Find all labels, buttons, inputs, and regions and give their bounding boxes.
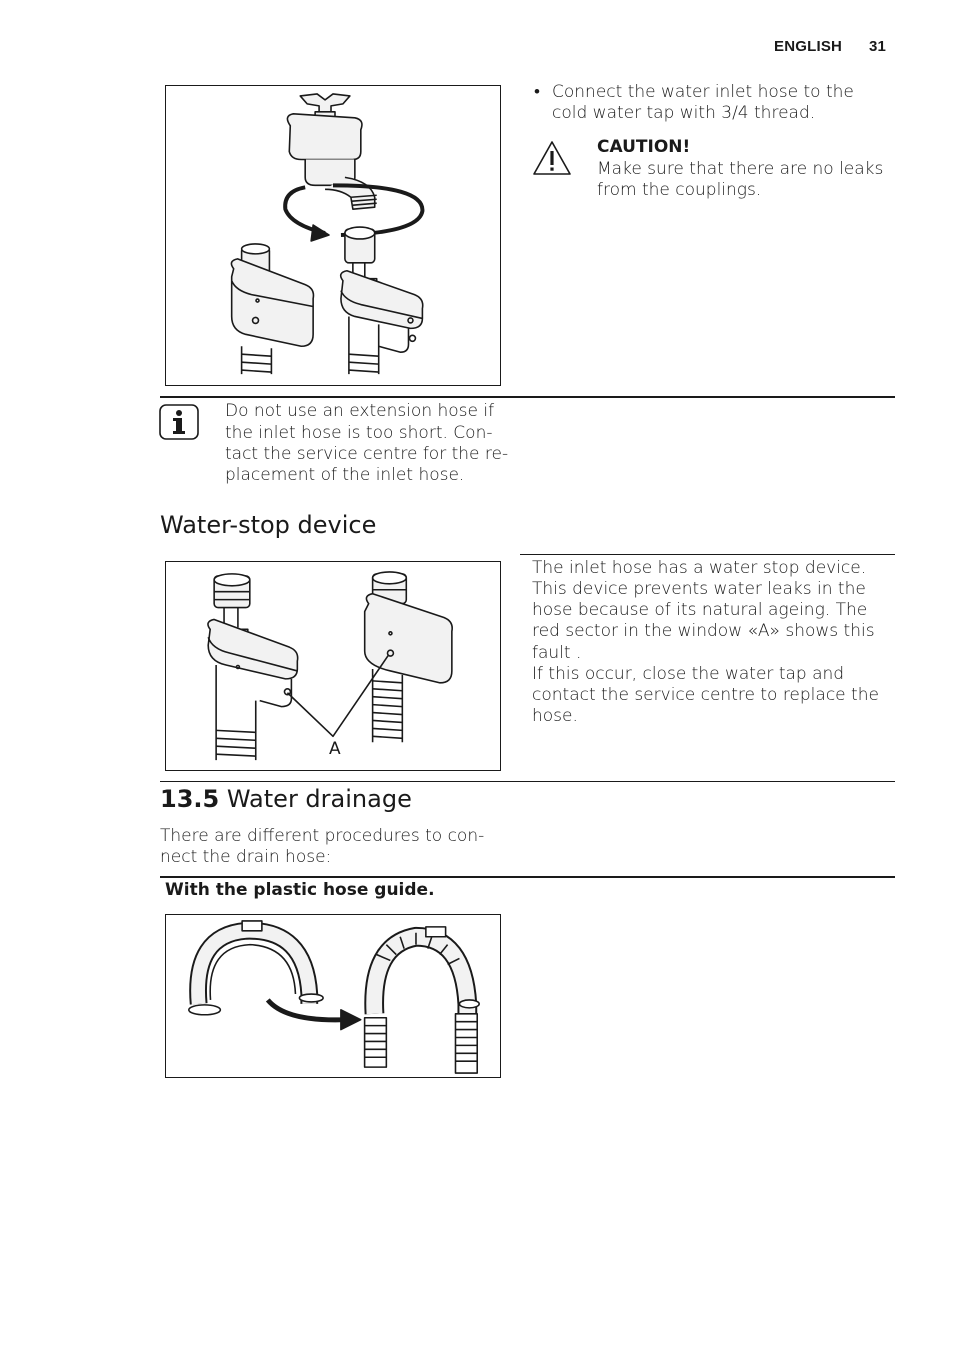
warning-triangle-icon xyxy=(531,139,573,177)
info-note-line-3: tact the service centre for the re- xyxy=(225,444,509,464)
drainage-intro-line-1: There are different procedures to con- xyxy=(160,826,485,846)
section-divider xyxy=(160,396,895,398)
hose-guide-illustration xyxy=(166,915,500,1077)
tap-connection-illustration xyxy=(166,86,500,385)
bullet-dot: • xyxy=(534,82,540,102)
inlet-connection-bullet: Connect the water inlet hose to the cold water tap with 3/4 thread. xyxy=(552,82,854,124)
tap-connection-figure xyxy=(165,85,501,386)
water-stop-line-3: hose because of its natural ageing. The xyxy=(532,600,868,620)
section-number: 13.5 xyxy=(160,785,220,813)
page-number: 31 xyxy=(869,38,887,55)
water-stop-divider xyxy=(520,554,895,555)
section-language: ENGLISH xyxy=(774,38,843,55)
hose-guide-figure xyxy=(165,914,501,1078)
caution-title: CAUTION! xyxy=(597,137,691,157)
water-stop-line-5: fault . xyxy=(532,643,582,663)
info-icon xyxy=(159,404,199,440)
subheading-divider xyxy=(160,876,895,878)
drainage-divider xyxy=(160,781,895,782)
window-label-a: A xyxy=(329,739,341,759)
info-note-line-2: the inlet hose is too short. Con- xyxy=(225,423,493,443)
hose-guide-subheading: With the plastic hose guide. xyxy=(165,880,435,900)
water-drainage-heading xyxy=(160,785,412,813)
info-note-line-4: placement of the inlet hose. xyxy=(225,465,465,485)
water-stop-line-1: The inlet hose has a water stop device. xyxy=(532,558,867,578)
water-stop-line-6: If this occur, close the water tap and xyxy=(532,664,845,684)
water-stop-heading: Water-stop device xyxy=(160,511,377,539)
drainage-intro-line-2: nect the drain hose: xyxy=(160,847,332,867)
water-stop-line-8: hose. xyxy=(532,706,578,726)
water-stop-line-7: contact the service centre to replace the xyxy=(532,685,879,705)
info-note-line-1: Do not use an extension hose if xyxy=(225,401,495,421)
caution-text: Make sure that there are no leaks from the couplings. xyxy=(597,159,884,201)
water-stop-line-4: red sector in the window «A» shows this xyxy=(532,621,875,641)
section-title: Water drainage xyxy=(226,785,412,813)
water-stop-line-2: This device prevents water leaks in the xyxy=(532,579,866,599)
